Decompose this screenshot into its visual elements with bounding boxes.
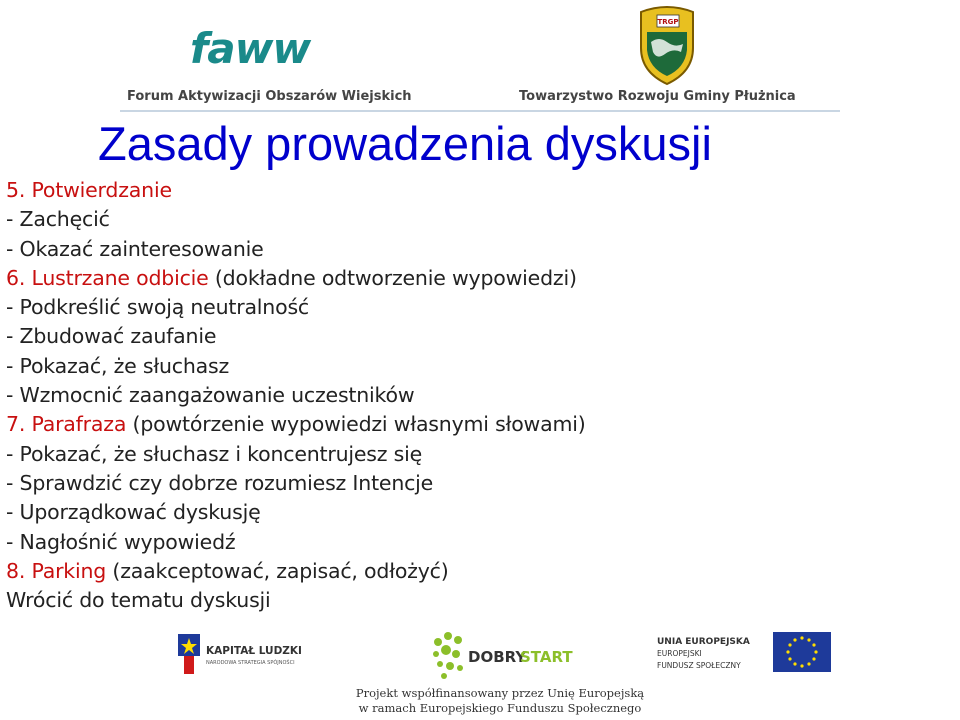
dobry-start-logo bbox=[428, 628, 578, 688]
section-7-heading: 7. Parafraza (powtórzenie wypowiedzi własnymi słowami) bbox=[6, 412, 586, 437]
trgp-shield-logo bbox=[637, 2, 697, 86]
section-8-heading: 8. Parking (zaakceptować, zapisać, odłożyć) bbox=[6, 558, 449, 583]
list-item: - Zachęcić bbox=[6, 207, 110, 232]
dobry-text: DOBRY bbox=[468, 648, 527, 666]
header-divider bbox=[120, 110, 840, 112]
eu-line2: EUROPEJSKI bbox=[657, 649, 702, 658]
kapital-ludzki-logo bbox=[176, 630, 326, 680]
content bbox=[6, 176, 946, 615]
list-item: - Pokazać, że słuchasz i koncentrujesz się bbox=[6, 441, 423, 466]
eu-fund-logo bbox=[655, 628, 835, 683]
kapital-ludzki-title: KAPITAŁ LUDZKI bbox=[206, 645, 302, 657]
closing-line: Wrócić do tematu dyskusji bbox=[6, 588, 271, 613]
list-item: - Uporządkować dyskusję bbox=[6, 500, 261, 525]
section-6-heading: 6. Lustrzane odbicie (dokładne odtworzenie wypowiedzi) bbox=[6, 265, 577, 290]
eu-line1: UNIA EUROPEJSKA bbox=[657, 637, 750, 647]
list-item: - Zbudować zaufanie bbox=[6, 324, 217, 349]
famw-caption: Forum Aktywizacji Obszarów Wiejskich bbox=[127, 89, 412, 104]
list-item: - Okazać zainteresowanie bbox=[6, 236, 264, 261]
header bbox=[0, 0, 960, 115]
section-5-heading: 5. Potwierdzanie bbox=[6, 178, 172, 202]
kapital-ludzki-sub: NARODOWA STRATEGIA SPÓJNOŚCI bbox=[206, 660, 295, 666]
famw-logo: faww bbox=[190, 24, 311, 73]
trgp-badge-text: TRGP bbox=[657, 18, 679, 26]
list-item: - Nagłośnić wypowiedź bbox=[6, 529, 236, 554]
list-item: - Pokazać, że słuchasz bbox=[6, 353, 230, 378]
start-text: START bbox=[520, 648, 573, 666]
page-title: Zasady prowadzenia dyskusji bbox=[98, 117, 712, 170]
list-item: - Wzmocnić zaangażowanie uczestników bbox=[6, 383, 415, 408]
funding-note: Projekt współfinansowany przez Unię Europejską w ramach Europejskiego Funduszu Społecznego bbox=[355, 686, 645, 715]
eu-line3: FUNDUSZ SPOŁECZNY bbox=[657, 661, 741, 670]
trgp-caption: Towarzystwo Rozwoju Gminy Płużnica bbox=[519, 89, 796, 104]
list-item: - Podkreślić swoją neutralność bbox=[6, 295, 309, 320]
list-item: - Sprawdzić czy dobrze rozumiesz Intencje bbox=[6, 470, 434, 495]
